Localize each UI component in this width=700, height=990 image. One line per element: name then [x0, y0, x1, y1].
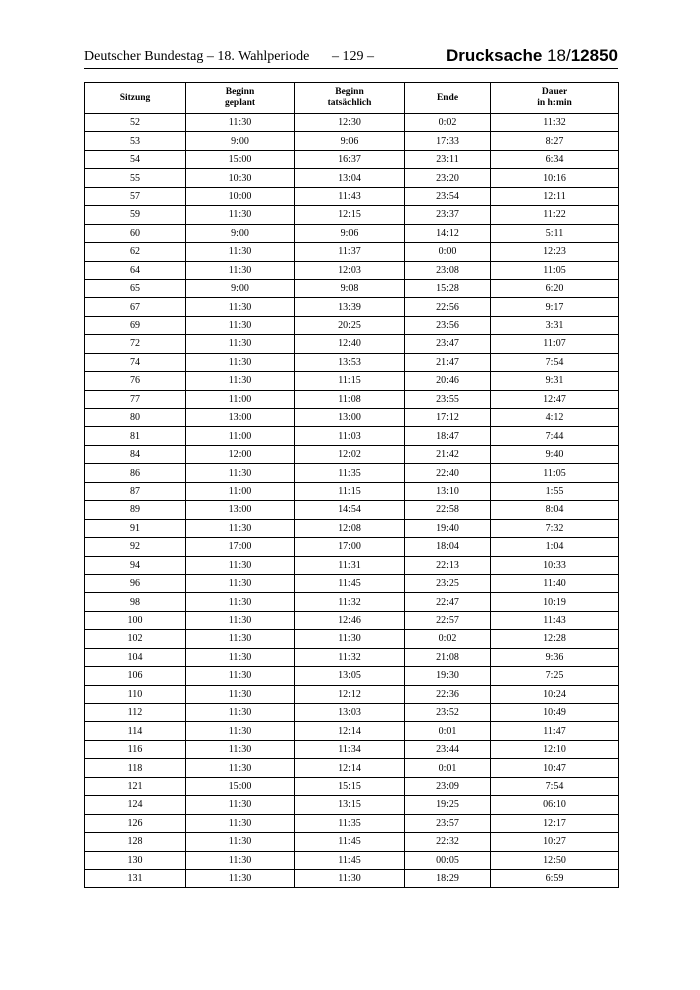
table-cell: 1:55	[491, 482, 619, 500]
table-cell: 13:00	[186, 409, 295, 427]
table-cell: 19:30	[405, 667, 491, 685]
table-row	[85, 279, 619, 297]
table-cell: 118	[85, 759, 186, 777]
table-cell: 11:35	[295, 464, 405, 482]
table-cell: 23:09	[405, 777, 491, 795]
table-cell: 22:58	[405, 501, 491, 519]
table-cell: 11:45	[295, 833, 405, 851]
table-cell: 12:47	[491, 390, 619, 408]
table-row	[85, 206, 619, 224]
table-cell: 23:20	[405, 169, 491, 187]
table-cell: 12:46	[295, 611, 405, 629]
table-cell: 11:40	[491, 574, 619, 592]
table-cell: 16:37	[295, 150, 405, 168]
col-header-beginn-tatsaechlich: Beginn tatsächlich	[295, 83, 405, 114]
table-cell: 11:37	[295, 243, 405, 261]
table-cell: 86	[85, 464, 186, 482]
table-cell: 0:01	[405, 722, 491, 740]
table-cell: 104	[85, 648, 186, 666]
table-cell: 12:08	[295, 519, 405, 537]
table-cell: 7:25	[491, 667, 619, 685]
table-cell: 23:47	[405, 335, 491, 353]
table-cell: 9:31	[491, 372, 619, 390]
table-cell: 124	[85, 796, 186, 814]
table-cell: 23:52	[405, 704, 491, 722]
table-cell: 18:29	[405, 869, 491, 887]
table-cell: 12:11	[491, 187, 619, 205]
table-cell: 100	[85, 611, 186, 629]
table-row	[85, 759, 619, 777]
table-cell: 69	[85, 316, 186, 334]
table-cell: 10:24	[491, 685, 619, 703]
table-row	[85, 482, 619, 500]
table-cell: 9:06	[295, 132, 405, 150]
table-row	[85, 851, 619, 869]
table-cell: 12:14	[295, 722, 405, 740]
col-header-dauer: Dauer in h:min	[491, 83, 619, 114]
table-cell: 15:00	[186, 150, 295, 168]
table-row	[85, 298, 619, 316]
table-cell: 11:43	[295, 187, 405, 205]
table-cell: 19:25	[405, 796, 491, 814]
table-cell: 20:46	[405, 372, 491, 390]
table-row	[85, 556, 619, 574]
table-row	[85, 187, 619, 205]
table-cell: 11:30	[186, 685, 295, 703]
table-cell: 112	[85, 704, 186, 722]
table-cell: 0:01	[405, 759, 491, 777]
doc-number-suffix: 12850	[570, 46, 618, 65]
table-cell: 11:30	[186, 667, 295, 685]
table-cell: 94	[85, 556, 186, 574]
table-row	[85, 372, 619, 390]
table-row	[85, 869, 619, 887]
table-cell: 15:15	[295, 777, 405, 795]
table-cell: 7:32	[491, 519, 619, 537]
doc-label: Drucksache	[445, 46, 543, 65]
table-cell: 12:28	[491, 630, 619, 648]
table-cell: 0:02	[405, 630, 491, 648]
table-cell: 9:00	[186, 224, 295, 242]
table-cell: 10:19	[491, 593, 619, 611]
table-cell: 11:30	[186, 372, 295, 390]
table-cell: 11:30	[186, 593, 295, 611]
table-cell: 11:30	[186, 261, 295, 279]
table-row	[85, 224, 619, 242]
table-row	[85, 114, 619, 132]
table-cell: 06:10	[491, 796, 619, 814]
table-cell: 22:36	[405, 685, 491, 703]
table-cell: 14:54	[295, 501, 405, 519]
table-cell: 9:00	[186, 279, 295, 297]
table-cell: 17:12	[405, 409, 491, 427]
table-cell: 11:30	[186, 722, 295, 740]
table-cell: 11:08	[295, 390, 405, 408]
table-cell: 13:53	[295, 353, 405, 371]
table-row	[85, 630, 619, 648]
table-cell: 65	[85, 279, 186, 297]
table-cell: 114	[85, 722, 186, 740]
table-cell: 9:08	[295, 279, 405, 297]
table-cell: 21:42	[405, 445, 491, 463]
table-cell: 10:00	[186, 187, 295, 205]
table-cell: 131	[85, 869, 186, 887]
table-cell: 18:04	[405, 538, 491, 556]
table-cell: 22:40	[405, 464, 491, 482]
table-row	[85, 796, 619, 814]
table-cell: 14:12	[405, 224, 491, 242]
table-row	[85, 704, 619, 722]
table-row	[85, 464, 619, 482]
table-row	[85, 445, 619, 463]
table-cell: 10:30	[186, 169, 295, 187]
table-cell: 11:32	[295, 648, 405, 666]
table-cell: 57	[85, 187, 186, 205]
table-cell: 67	[85, 298, 186, 316]
table-cell: 0:00	[405, 243, 491, 261]
table-cell: 23:56	[405, 316, 491, 334]
table-row	[85, 685, 619, 703]
table-cell: 15:00	[186, 777, 295, 795]
table-cell: 11:00	[186, 482, 295, 500]
table-cell: 22:56	[405, 298, 491, 316]
table-cell: 23:37	[405, 206, 491, 224]
table-cell: 76	[85, 372, 186, 390]
col-header-beginn-geplant: Beginn geplant	[186, 83, 295, 114]
table-cell: 11:30	[186, 206, 295, 224]
table-row	[85, 593, 619, 611]
table-row	[85, 427, 619, 445]
table-cell: 11:30	[186, 630, 295, 648]
table-cell: 11:30	[295, 869, 405, 887]
table-cell: 74	[85, 353, 186, 371]
table-cell: 11:47	[491, 722, 619, 740]
table-cell: 11:30	[186, 243, 295, 261]
table-cell: 20:25	[295, 316, 405, 334]
table-cell: 13:00	[295, 409, 405, 427]
table-cell: 96	[85, 574, 186, 592]
table-cell: 11:15	[295, 372, 405, 390]
table-cell: 11:15	[295, 482, 405, 500]
table-cell: 7:44	[491, 427, 619, 445]
table-cell: 11:32	[491, 114, 619, 132]
table-cell: 8:27	[491, 132, 619, 150]
table-row	[85, 611, 619, 629]
table-cell: 19:40	[405, 519, 491, 537]
table-cell: 11:22	[491, 206, 619, 224]
table-cell: 12:17	[491, 814, 619, 832]
table-cell: 12:03	[295, 261, 405, 279]
table-cell: 13:03	[295, 704, 405, 722]
table-row	[85, 519, 619, 537]
table-cell: 0:02	[405, 114, 491, 132]
table-cell: 7:54	[491, 777, 619, 795]
table-cell: 102	[85, 630, 186, 648]
table-cell: 8:04	[491, 501, 619, 519]
table-cell: 22:47	[405, 593, 491, 611]
table-cell: 116	[85, 740, 186, 758]
table-cell: 9:00	[186, 132, 295, 150]
table-cell: 6:34	[491, 150, 619, 168]
table-cell: 23:08	[405, 261, 491, 279]
table-cell: 22:32	[405, 833, 491, 851]
table-cell: 106	[85, 667, 186, 685]
table-cell: 10:33	[491, 556, 619, 574]
table-cell: 22:57	[405, 611, 491, 629]
table-header-row	[85, 83, 619, 114]
doc-number-prefix: 18/	[547, 46, 571, 65]
table-row	[85, 243, 619, 261]
table-cell: 11:45	[295, 574, 405, 592]
table-cell: 10:27	[491, 833, 619, 851]
table-cell: 121	[85, 777, 186, 795]
table-cell: 12:15	[295, 206, 405, 224]
table-cell: 12:12	[295, 685, 405, 703]
table-cell: 17:33	[405, 132, 491, 150]
table-row	[85, 132, 619, 150]
table-cell: 77	[85, 390, 186, 408]
table-cell: 1:04	[491, 538, 619, 556]
table-cell: 11:43	[491, 611, 619, 629]
table-cell: 11:31	[295, 556, 405, 574]
table-cell: 84	[85, 445, 186, 463]
table-cell: 11:30	[186, 851, 295, 869]
table-cell: 9:40	[491, 445, 619, 463]
table-cell: 6:59	[491, 869, 619, 887]
table-cell: 11:30	[186, 556, 295, 574]
table-cell: 92	[85, 538, 186, 556]
table-cell: 17:00	[186, 538, 295, 556]
table-row	[85, 261, 619, 279]
table-cell: 11:30	[186, 796, 295, 814]
table-cell: 11:30	[295, 630, 405, 648]
table-cell: 22:13	[405, 556, 491, 574]
table-cell: 17:00	[295, 538, 405, 556]
table-cell: 12:30	[295, 114, 405, 132]
table-cell: 11:32	[295, 593, 405, 611]
table-cell: 21:47	[405, 353, 491, 371]
table-cell: 6:20	[491, 279, 619, 297]
table-row	[85, 316, 619, 334]
table-cell: 13:05	[295, 667, 405, 685]
table-row	[85, 833, 619, 851]
table-cell: 60	[85, 224, 186, 242]
table-cell: 7:54	[491, 353, 619, 371]
table-cell: 9:06	[295, 224, 405, 242]
table-cell: 21:08	[405, 648, 491, 666]
table-row	[85, 574, 619, 592]
table-cell: 98	[85, 593, 186, 611]
table-cell: 23:44	[405, 740, 491, 758]
table-cell: 11:05	[491, 261, 619, 279]
table-cell: 11:30	[186, 759, 295, 777]
table-cell: 12:02	[295, 445, 405, 463]
table-cell: 11:30	[186, 519, 295, 537]
table-cell: 23:25	[405, 574, 491, 592]
table-cell: 80	[85, 409, 186, 427]
table-cell: 13:00	[186, 501, 295, 519]
table-cell: 11:05	[491, 464, 619, 482]
table-cell: 12:10	[491, 740, 619, 758]
session-times-table	[84, 82, 619, 888]
table-cell: 11:07	[491, 335, 619, 353]
table-cell: 55	[85, 169, 186, 187]
table-cell: 12:14	[295, 759, 405, 777]
table-row	[85, 538, 619, 556]
col-header-ende: Ende	[405, 83, 491, 114]
table-row	[85, 150, 619, 168]
table-row	[85, 501, 619, 519]
table-cell: 72	[85, 335, 186, 353]
table-cell: 89	[85, 501, 186, 519]
table-cell: 54	[85, 150, 186, 168]
table-cell: 11:30	[186, 114, 295, 132]
table-cell: 11:03	[295, 427, 405, 445]
table-cell: 10:47	[491, 759, 619, 777]
table-cell: 11:30	[186, 574, 295, 592]
page-header	[84, 48, 618, 69]
table-cell: 59	[85, 206, 186, 224]
table-cell: 18:47	[405, 427, 491, 445]
table-cell: 13:39	[295, 298, 405, 316]
table-cell: 15:28	[405, 279, 491, 297]
table-cell: 11:30	[186, 648, 295, 666]
parliament-period: Deutscher Bundestag – 18. Wahlperiode	[84, 49, 310, 64]
table-cell: 126	[85, 814, 186, 832]
table-cell: 11:30	[186, 833, 295, 851]
table-cell: 53	[85, 132, 186, 150]
table-cell: 128	[85, 833, 186, 851]
table-cell: 12:23	[491, 243, 619, 261]
table-cell: 5:11	[491, 224, 619, 242]
table-cell: 91	[85, 519, 186, 537]
table-cell: 10:49	[491, 704, 619, 722]
table-cell: 11:30	[186, 464, 295, 482]
table-row	[85, 648, 619, 666]
page-number: – 129 –	[332, 49, 374, 64]
table-row	[85, 740, 619, 758]
table-cell: 13:15	[295, 796, 405, 814]
table-row	[85, 722, 619, 740]
table-cell: 11:30	[186, 316, 295, 334]
table-cell: 23:57	[405, 814, 491, 832]
table-row	[85, 169, 619, 187]
table-cell: 110	[85, 685, 186, 703]
table-row	[85, 335, 619, 353]
table-cell: 13:04	[295, 169, 405, 187]
table-row	[85, 667, 619, 685]
table-row	[85, 409, 619, 427]
document-number	[446, 46, 618, 66]
table-cell: 11:30	[186, 335, 295, 353]
table-cell: 11:30	[186, 704, 295, 722]
table-cell: 11:34	[295, 740, 405, 758]
table-cell: 12:00	[186, 445, 295, 463]
table-cell: 12:50	[491, 851, 619, 869]
table-cell: 13:10	[405, 482, 491, 500]
col-header-sitzung: Sitzung	[85, 83, 186, 114]
table-cell: 23:11	[405, 150, 491, 168]
table-row	[85, 353, 619, 371]
table-cell: 64	[85, 261, 186, 279]
table-cell: 81	[85, 427, 186, 445]
table-cell: 11:00	[186, 427, 295, 445]
table-cell: 11:35	[295, 814, 405, 832]
table-row	[85, 777, 619, 795]
table-cell: 11:30	[186, 353, 295, 371]
table-cell: 11:30	[186, 740, 295, 758]
table-row	[85, 390, 619, 408]
table-cell: 11:30	[186, 869, 295, 887]
table-cell: 23:55	[405, 390, 491, 408]
table-cell: 9:17	[491, 298, 619, 316]
table-cell: 3:31	[491, 316, 619, 334]
table-row	[85, 814, 619, 832]
table-cell: 11:30	[186, 298, 295, 316]
table-cell: 12:40	[295, 335, 405, 353]
table-cell: 11:45	[295, 851, 405, 869]
table-cell: 11:30	[186, 611, 295, 629]
table-cell: 11:00	[186, 390, 295, 408]
table-cell: 00:05	[405, 851, 491, 869]
table-cell: 87	[85, 482, 186, 500]
table-cell: 4:12	[491, 409, 619, 427]
table-cell: 9:36	[491, 648, 619, 666]
table-cell: 62	[85, 243, 186, 261]
table-cell: 10:16	[491, 169, 619, 187]
table-cell: 11:30	[186, 814, 295, 832]
table-cell: 23:54	[405, 187, 491, 205]
table-cell: 130	[85, 851, 186, 869]
table-cell: 52	[85, 114, 186, 132]
